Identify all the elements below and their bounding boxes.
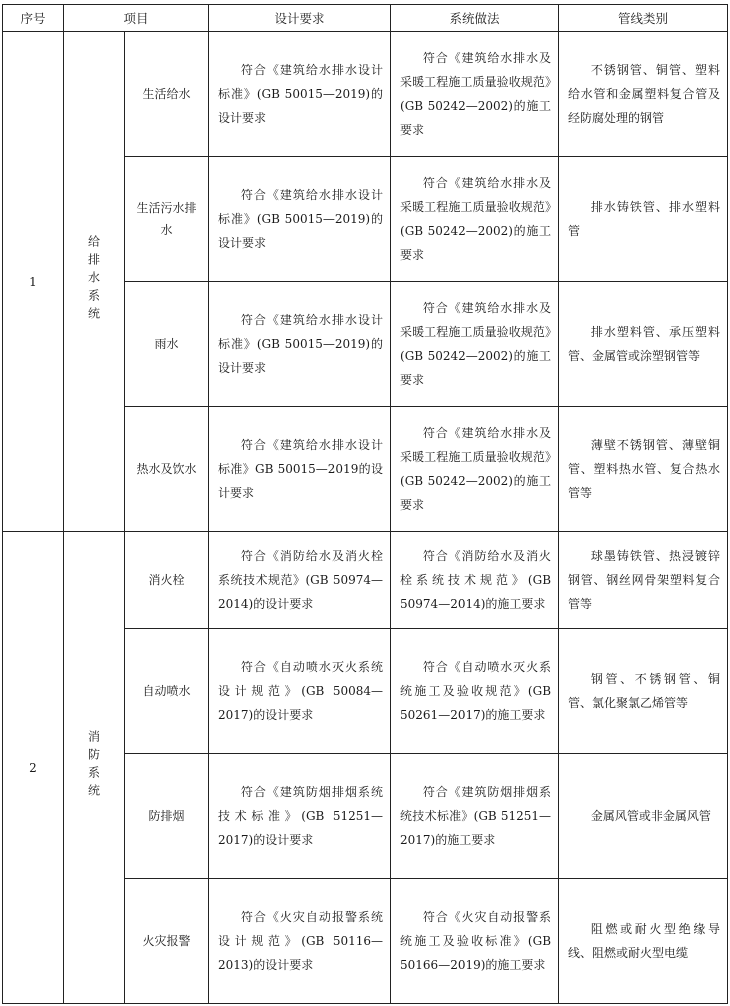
seq-value: 1 — [29, 274, 37, 289]
method-cell — [391, 754, 559, 879]
design-text: 符合《自动喷水灭火系统设计规范》(GB 50084—2017)的设计要求 — [218, 660, 384, 722]
design-cell — [209, 32, 391, 157]
design-cell — [209, 157, 391, 282]
category-cell — [64, 32, 125, 532]
header-pipe: 管线类别 — [559, 5, 728, 32]
design-text: 符合《建筑给水排水设计标准》(GB 50015—2019)的设计要求 — [218, 188, 384, 250]
pipe-cell — [559, 282, 728, 407]
method-text: 符合《消防给水及消火栓系统技术规范》(GB 50974—2014)的施工要求 — [400, 549, 552, 611]
seq-value: 2 — [29, 760, 37, 775]
pipe-text: 钢管、不锈钢管、铜管、氯化聚氯乙烯管等 — [568, 672, 721, 710]
design-text: 符合《火灾自动报警系统设计规范》(GB 50116—2013)的设计要求 — [218, 910, 384, 972]
seq-cell — [3, 532, 64, 1004]
category-cell — [64, 532, 125, 1004]
design-cell — [209, 879, 391, 1004]
pipe-cell — [559, 879, 728, 1004]
pipe-text: 排水铸铁管、排水塑料管 — [568, 200, 721, 238]
item-cell: 自动喷水 — [125, 629, 209, 754]
item-cell: 热水及饮水 — [125, 407, 209, 532]
design-cell — [209, 407, 391, 532]
category-label: 消防系统 — [86, 730, 101, 802]
design-cell — [209, 282, 391, 407]
pipe-cell — [559, 157, 728, 282]
method-cell — [391, 282, 559, 407]
design-cell — [209, 629, 391, 754]
header-row — [3, 5, 728, 32]
header-item: 项目 — [64, 5, 209, 32]
method-cell — [391, 629, 559, 754]
design-text: 符合《建筑给水排水设计标准》(GB 50015—2019)的设计要求 — [218, 313, 384, 375]
pipe-cell — [559, 532, 728, 629]
method-text: 符合《火灾自动报警系统施工及验收标准》(GB 50166—2019)的施工要求 — [400, 910, 552, 972]
pipe-text: 金属风管或非金属风管 — [590, 809, 711, 823]
pipe-text: 不锈钢管、铜管、塑料给水管和金属塑料复合管及经防腐处理的钢管 — [568, 63, 721, 125]
header-seq: 序号 — [3, 5, 64, 32]
design-text: 符合《建筑防烟排烟系统技术标准》(GB 51251—2017)的设计要求 — [218, 785, 384, 847]
pipe-text: 薄壁不锈钢管、薄壁铜管、塑料热水管、复合热水管等 — [568, 438, 721, 500]
method-text: 符合《自动喷水灭火系统施工及验收规范》(GB 50261—2017)的施工要求 — [400, 660, 552, 722]
pipe-text: 阻燃或耐火型绝缘导线、阻燃或耐火型电缆 — [568, 922, 721, 960]
method-cell — [391, 32, 559, 157]
seq-cell — [3, 32, 64, 532]
pipe-cell — [559, 754, 728, 879]
method-text: 符合《建筑给水排水及采暖工程施工质量验收规范》(GB 50242—2002)的施工要求 — [400, 176, 552, 262]
header-method: 系统做法 — [391, 5, 559, 32]
standards-table — [2, 4, 728, 1004]
item-cell: 防排烟 — [125, 754, 209, 879]
category-label: 给排水系统 — [86, 235, 101, 325]
design-cell — [209, 532, 391, 629]
pipe-cell — [559, 629, 728, 754]
design-text: 符合《建筑给水排水设计标准》(GB 50015—2019)的设计要求 — [218, 63, 384, 125]
item-cell: 生活给水 — [125, 32, 209, 157]
method-cell — [391, 407, 559, 532]
item-cell: 消火栓 — [125, 532, 209, 629]
item-cell: 火灾报警 — [125, 879, 209, 1004]
pipe-text: 球墨铸铁管、热浸镀锌钢管、钢丝网骨架塑料复合管等 — [568, 549, 721, 611]
pipe-cell — [559, 407, 728, 532]
design-cell — [209, 754, 391, 879]
design-text: 符合《建筑给水排水设计标准》GB 50015—2019的设计要求 — [218, 438, 384, 500]
pipe-text: 排水塑料管、承压塑料管、金属管或涂塑钢管等 — [568, 325, 721, 363]
item-cell: 生活污水排水 — [125, 157, 209, 282]
design-text: 符合《消防给水及消火栓系统技术规范》(GB 50974—2014)的设计要求 — [218, 549, 384, 611]
item-cell: 雨水 — [125, 282, 209, 407]
method-cell — [391, 157, 559, 282]
method-cell — [391, 532, 559, 629]
table-row — [3, 532, 728, 629]
method-text: 符合《建筑给水排水及采暖工程施工质量验收规范》(GB 50242—2002)的施工要求 — [400, 426, 552, 512]
method-cell — [391, 879, 559, 1004]
pipe-cell — [559, 32, 728, 157]
header-design: 设计要求 — [209, 5, 391, 32]
method-text: 符合《建筑防烟排烟系统技术标准》(GB 51251—2017)的施工要求 — [400, 785, 552, 847]
method-text: 符合《建筑给水排水及采暖工程施工质量验收规范》(GB 50242—2002)的施工要求 — [400, 51, 552, 137]
method-text: 符合《建筑给水排水及采暖工程施工质量验收规范》(GB 50242—2002)的施工要求 — [400, 301, 552, 387]
table-row — [3, 32, 728, 157]
